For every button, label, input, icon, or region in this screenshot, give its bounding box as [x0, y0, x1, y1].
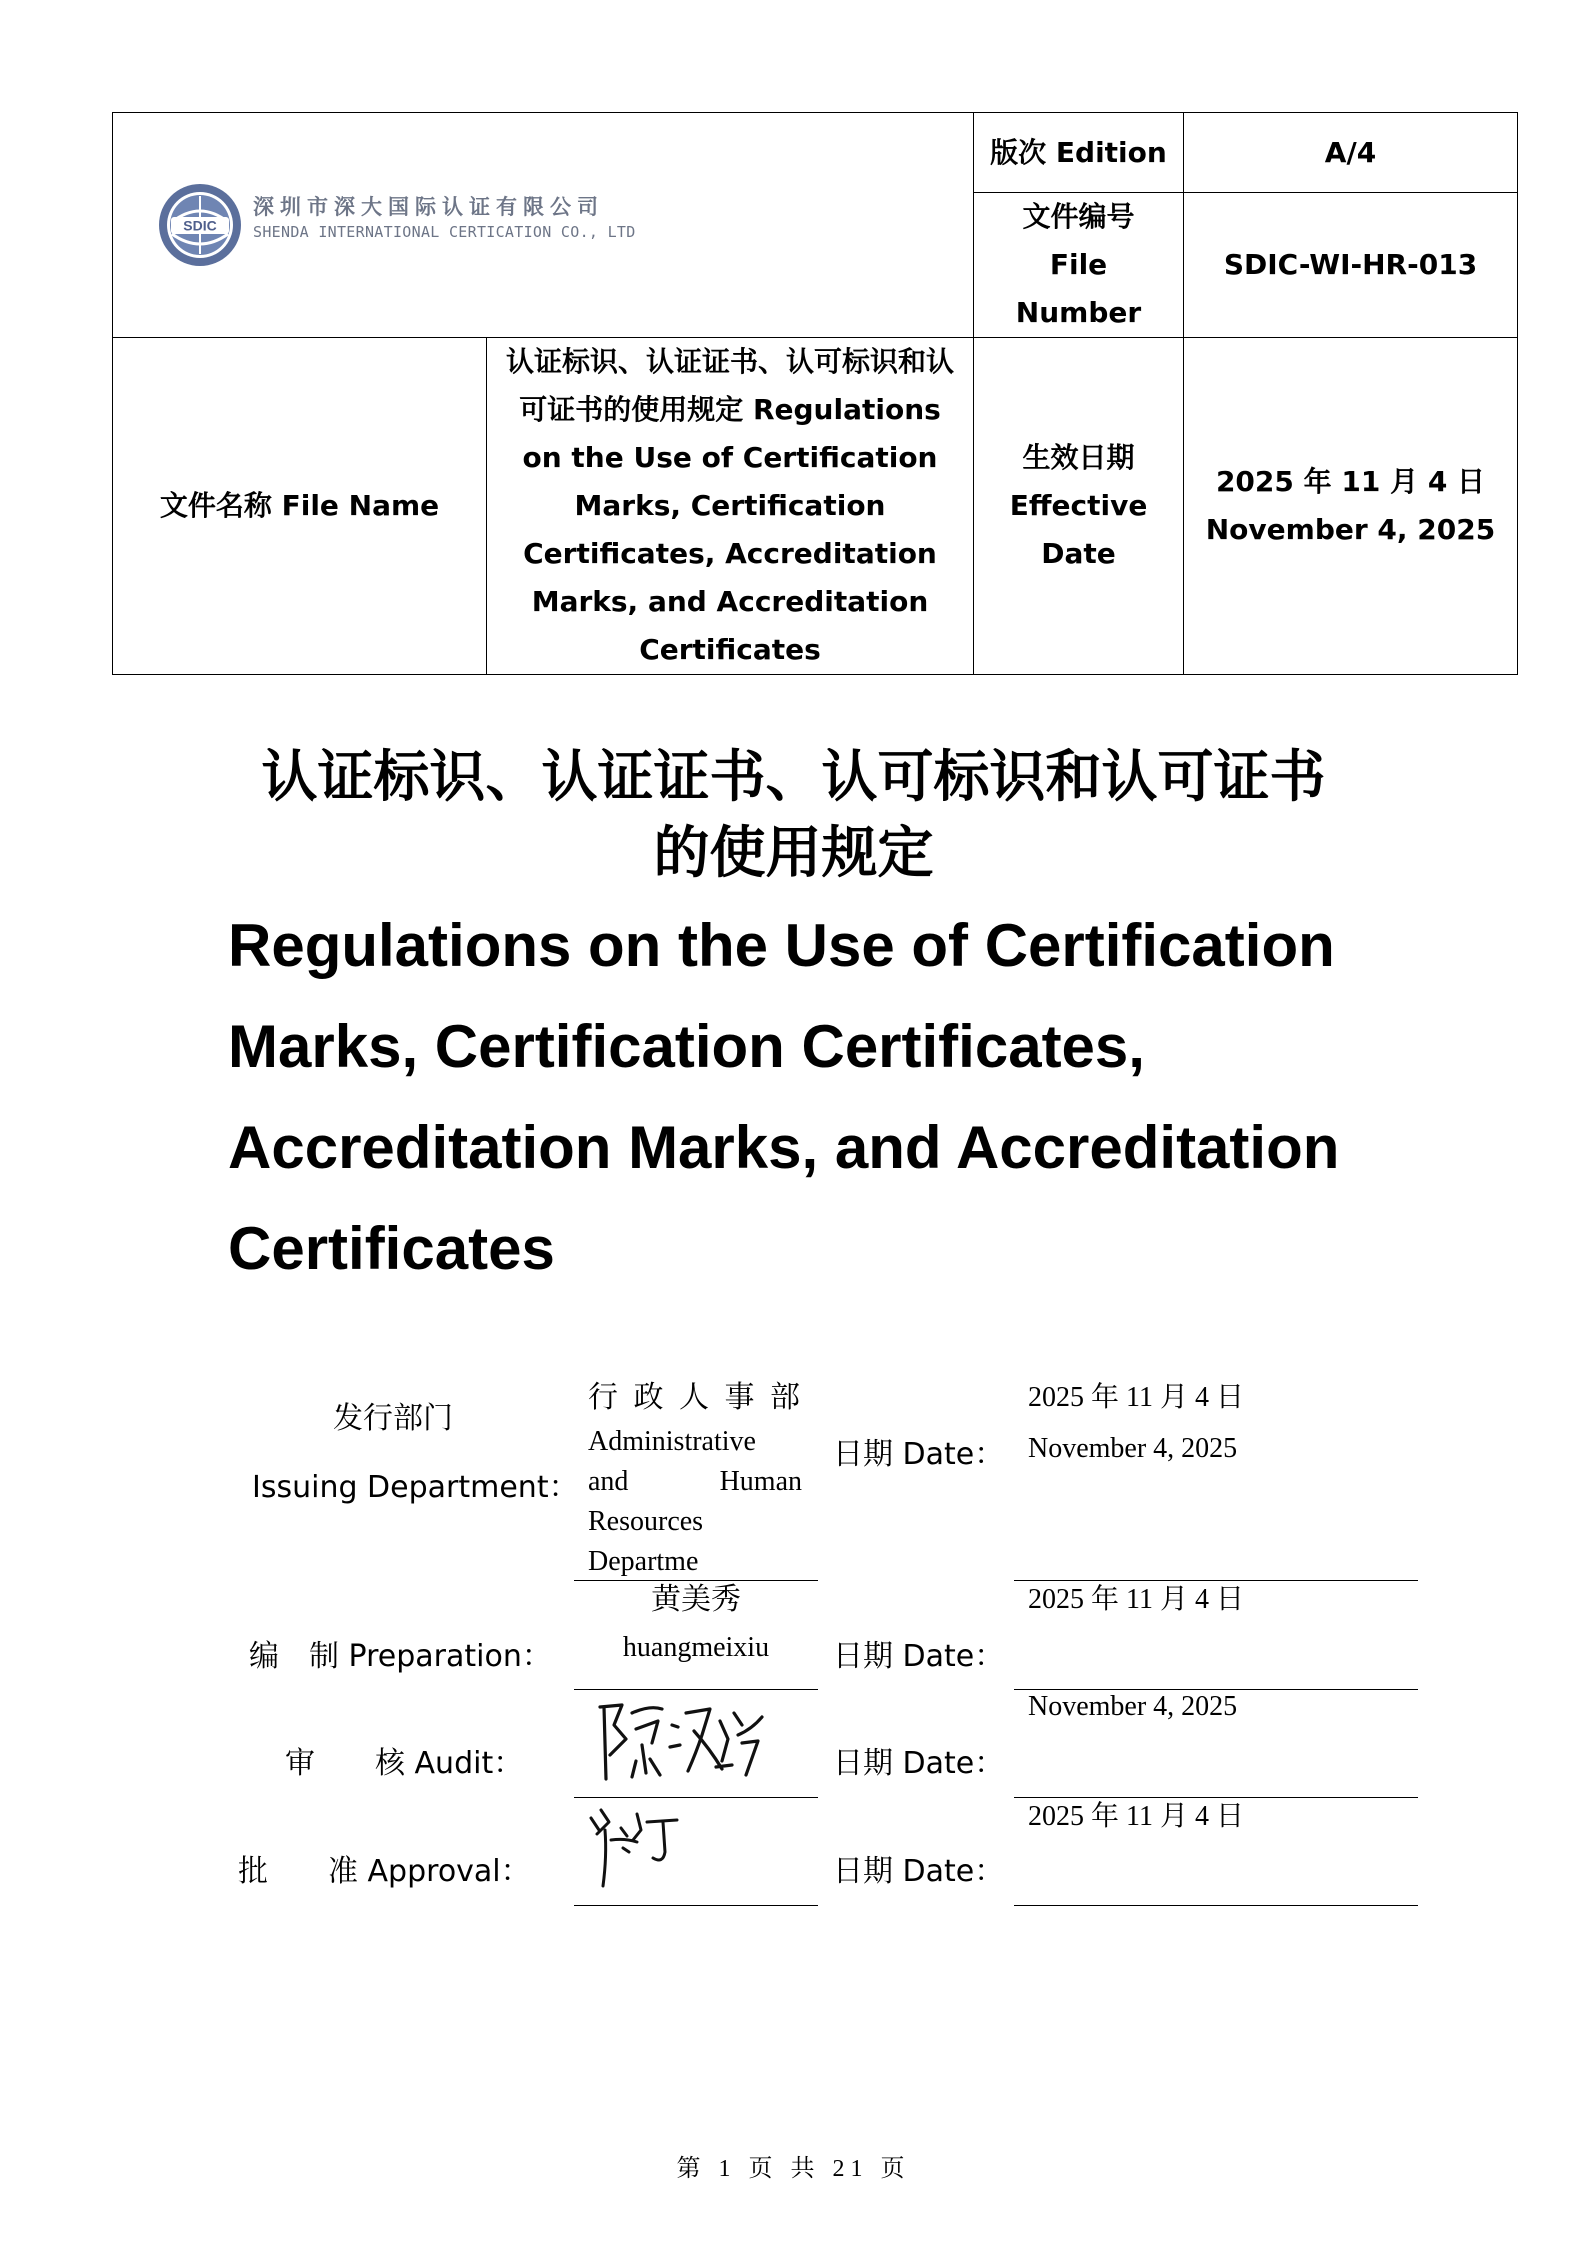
edition-label: 版次 Edition [974, 113, 1184, 193]
issuing-label-en: Issuing Department： [252, 1470, 579, 1505]
effective-date-cn: 2025 年 11 月 4 日 [1215, 465, 1486, 498]
issuing-label-cn: 发行部门 [333, 1401, 453, 1436]
issuing-value-cn: 行 政 人 事 部 [588, 1381, 804, 1414]
file-number-value: SDIC-WI-HR-013 [1184, 193, 1518, 338]
issuing-value-en-line2: and Human [588, 1466, 802, 1497]
document-header-table [112, 112, 1518, 675]
issuing-value-en-line3: Resources [588, 1506, 704, 1537]
file-number-label [974, 193, 1184, 338]
audit-date-label: 日期 Date： [833, 1746, 1005, 1781]
preparation-date-cn: 2025 年 11 月 4 日 [1028, 1584, 1244, 1615]
title-en-line4: Certificates [228, 1215, 555, 1282]
approval-signature-image [585, 1800, 695, 1890]
effective-date-value [1184, 338, 1518, 675]
title-en-line2: Marks, Certification Certificates, [228, 1013, 1145, 1080]
approval-value-underline [574, 1905, 818, 1906]
effective-date-label-text: 生效日期 Effective Date [1009, 441, 1148, 570]
file-number-label-text: 文件编号 File Number [1015, 200, 1142, 329]
company-name-en: SHENDA INTERNATIONAL CERTICATION CO., LTD [253, 223, 636, 241]
preparation-value-cn: 黄美秀 [651, 1583, 741, 1616]
title-cn-line2: 的使用规定 [653, 821, 934, 886]
file-name-value [487, 338, 974, 675]
sdic-logo-icon [157, 182, 243, 268]
preparation-value-en: huangmeixiu [622, 1632, 770, 1663]
preparation-value-underline [574, 1689, 818, 1690]
issuing-date-en: November 4, 2025 [1028, 1433, 1238, 1464]
audit-signature-image [592, 1695, 772, 1785]
page-number: 第 1 页 共 21 页 [676, 2156, 911, 2182]
title-en-line3: Accreditation Marks, and Accreditation [228, 1114, 1340, 1181]
approval-date-underline [1014, 1905, 1418, 1906]
approval-date-cn: 2025 年 11 月 4 日 [1028, 1801, 1244, 1832]
edition-value: A/4 [1184, 113, 1518, 193]
company-logo-cell [113, 113, 974, 338]
issuing-date-label: 日期 Date： [833, 1437, 1005, 1472]
approval-date-label: 日期 Date： [833, 1854, 1005, 1889]
issuing-value-en-line1: Administrative [588, 1426, 756, 1457]
audit-value-underline [574, 1797, 818, 1798]
issuing-value-en-line4: Departme [588, 1546, 699, 1577]
title-cn-line1: 认证标识、认证证书、认可标识和认可证书 [261, 745, 1326, 810]
company-name-cn: 深圳市深大国际认证有限公司 [253, 194, 604, 219]
audit-label: 审 核 Audit： [285, 1746, 524, 1781]
file-name-label: 文件名称 File Name [113, 338, 487, 675]
preparation-label: 编 制 Preparation： [249, 1639, 552, 1674]
preparation-date-label: 日期 Date： [833, 1639, 1005, 1674]
audit-date-en: November 4, 2025 [1028, 1691, 1238, 1722]
title-en-line1: Regulations on the Use of Certification [228, 912, 1335, 979]
issuing-date-cn: 2025 年 11 月 4 日 [1028, 1382, 1244, 1413]
effective-date-en: November 4, 2025 [1205, 513, 1496, 546]
approval-label: 批 准 Approval： [238, 1854, 531, 1889]
logo-text: SDIC [183, 217, 217, 234]
effective-date-label [974, 338, 1184, 675]
file-name-text: 认证标识、认证证书、认可标识和认可证书的使用规定 Regulations on the Use of Certification Marks, Certification Certificates, Accreditation Marks, and Accreditation Certificates [505, 345, 954, 666]
